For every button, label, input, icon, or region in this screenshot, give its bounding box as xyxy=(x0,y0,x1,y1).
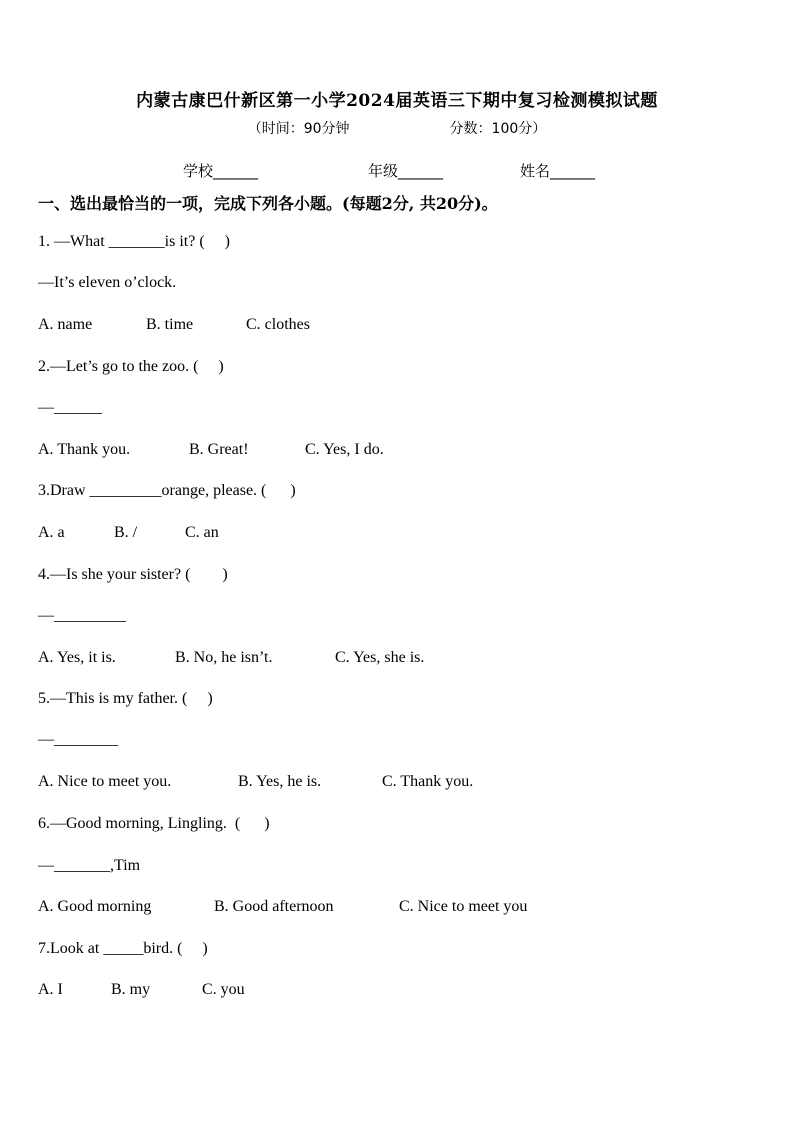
option-a[interactable]: A. I xyxy=(38,981,63,998)
question-line: —______ xyxy=(38,399,102,416)
section-heading: 一、选出最恰当的一项，完成下列各小题。(每题2分, 共20分)。 xyxy=(38,194,498,213)
question-line: —_________ xyxy=(38,607,126,624)
page-title: 内蒙古康巴什新区第一小学2024届英语三下期中复习检测模拟试题 xyxy=(136,91,658,111)
option-c[interactable]: C. Nice to meet you xyxy=(399,898,528,915)
option-c[interactable]: C. Thank you. xyxy=(382,773,474,790)
question-line: 3.Draw _________orange, please. ( ) xyxy=(38,482,296,499)
option-b[interactable]: B. Great! xyxy=(189,441,249,458)
option-a[interactable]: A. a xyxy=(38,524,65,541)
question-line: 7.Look at _____bird. ( ) xyxy=(38,940,208,957)
option-a[interactable]: A. Nice to meet you. xyxy=(38,773,172,790)
question-line: —It’s eleven o’clock. xyxy=(38,274,177,291)
option-b[interactable]: B. No, he isn’t. xyxy=(175,649,273,666)
option-b[interactable]: B. Yes, he is. xyxy=(238,773,322,790)
question-line: 1. —What _______is it? ( ) xyxy=(38,233,230,250)
question-line: 6.—Good morning, Lingling. ( ) xyxy=(38,815,270,832)
option-a[interactable]: A. Yes, it is. xyxy=(38,649,116,666)
question-line: 2.—Let’s go to the zoo. ( ) xyxy=(38,358,224,375)
exam-score: 分数：100分） xyxy=(449,121,547,137)
option-a[interactable]: A. Thank you. xyxy=(38,441,131,458)
option-c[interactable]: C. an xyxy=(185,524,219,541)
option-c[interactable]: C. Yes, she is. xyxy=(335,649,425,666)
option-a[interactable]: A. name xyxy=(38,316,93,333)
grade-field[interactable]: 年级______ xyxy=(368,162,444,180)
option-c[interactable]: C. clothes xyxy=(246,316,310,333)
question-line: —________ xyxy=(38,731,118,748)
option-a[interactable]: A. Good morning xyxy=(38,898,152,915)
option-c[interactable]: C. Yes, I do. xyxy=(305,441,384,458)
exam-time: （时间：90分钟 xyxy=(247,121,350,137)
option-b[interactable]: B. / xyxy=(114,524,138,541)
option-b[interactable]: B. my xyxy=(111,981,151,998)
name-field[interactable]: 姓名______ xyxy=(520,162,596,180)
question-line: —_______,Tim xyxy=(38,857,141,874)
exam-meta xyxy=(0,118,794,138)
question-line: 4.—Is she your sister? ( ) xyxy=(38,566,228,583)
option-c[interactable]: C. you xyxy=(202,981,245,998)
option-b[interactable]: B. Good afternoon xyxy=(214,898,334,915)
school-field[interactable]: 学校______ xyxy=(183,162,259,180)
option-b[interactable]: B. time xyxy=(146,316,194,333)
question-line: 5.—This is my father. ( ) xyxy=(38,690,213,707)
